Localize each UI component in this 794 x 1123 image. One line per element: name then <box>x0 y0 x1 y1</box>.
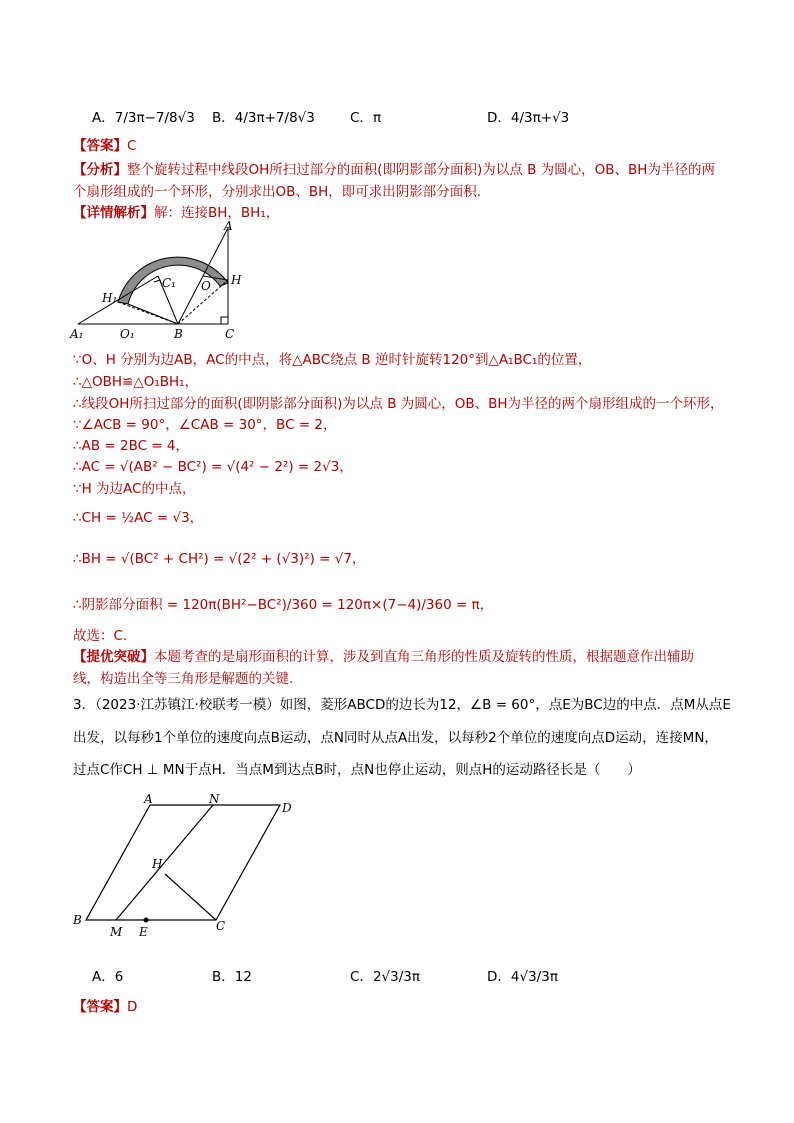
solution-line-4: ∵∠ACB = 90°，∠CAB = 30°，BC = 2， <box>73 417 337 433</box>
q3-option-b <box>212 967 252 987</box>
label-c: C <box>216 919 226 933</box>
q2-option-d <box>487 108 569 128</box>
q3-option-a <box>92 967 123 987</box>
label-m: M <box>110 925 123 939</box>
option-text: 4√3/3π <box>510 969 558 985</box>
option-label: B． <box>212 110 235 126</box>
solution-line-6: ∴AC = √(AB² − BC²) = √(4² − 2²) = 2√3， <box>73 459 353 475</box>
answer-tag: 【答案】 <box>73 999 127 1015</box>
detail-text: 解：连接BH，BH₁， <box>154 205 280 221</box>
analysis-line-2: 个扇形组成的一个环形，分别求出OB、BH，即可求出阴影部分面积． <box>73 184 491 200</box>
label-a: A <box>144 792 153 806</box>
point-e <box>144 918 149 923</box>
solution-line-5: ∴AB = 2BC = 4， <box>73 438 190 454</box>
label-b: B <box>174 327 183 341</box>
q2-option-c <box>350 108 381 128</box>
label-o: O <box>201 279 211 293</box>
breakthrough-tag: 【提优突破】 <box>73 649 154 665</box>
solution-line-2: ∴△OBH≌△O₁BH₁， <box>73 374 199 390</box>
label-h: H <box>231 273 242 287</box>
option-label: D． <box>487 110 511 126</box>
analysis-text: 整个旋转过程中线段OH所扫过部分的面积(即阴影部分面积)为以点 B 为圆心，OB、BH为半径的两 <box>127 162 715 178</box>
q3-option-d <box>487 967 558 987</box>
label-h: H <box>152 857 163 871</box>
segment-mn <box>116 805 213 920</box>
q2-option-b <box>212 108 315 128</box>
label-a1: A₁ <box>70 327 84 341</box>
option-text: 12 <box>234 969 252 985</box>
solution-line-3: ∴线段OH所扫过部分的面积(即阴影部分面积)为以点 B 为圆心，OB、BH为半径的两个扇形组成的一个环形， <box>73 396 724 412</box>
option-label: A． <box>92 110 115 126</box>
breakthrough-text: 本题考查的是扇形面积的计算，涉及到直角三角形的性质及旋转的性质，根据题意作出辅助 <box>154 649 694 665</box>
analysis-line-1 <box>73 160 715 180</box>
answer-tag: 【答案】 <box>73 138 127 154</box>
label-d: D <box>282 801 292 815</box>
label-e: E <box>139 925 148 939</box>
label-a: A <box>224 220 233 233</box>
option-text: 7/3π−7/8√3 <box>114 110 195 126</box>
option-text: 4/3π+7/8√3 <box>234 110 315 126</box>
label-c1: C₁ <box>162 276 176 290</box>
right-angle-mark-c1 <box>154 280 162 286</box>
answer-2 <box>73 997 137 1017</box>
solution-line-11: 故选：C． <box>73 628 137 644</box>
side-a1c1 <box>78 276 158 324</box>
solution-line-10: ∴阴影部分面积 = 120π(BH²−BC²)/360 = 120π×(7−4)/360 = π， <box>73 597 494 613</box>
figure-2-rhombus-diagram <box>70 790 310 940</box>
label-n: N <box>209 792 220 806</box>
detail-tag: 【详情解析】 <box>73 205 154 221</box>
q3-line-2: 出发，以每秒1个单位的速度向点B运动，点N同时从点A出发，以每秒2个单位的速度向点D运动，连接MN， <box>73 730 718 746</box>
option-text: 4/3π+√3 <box>510 110 570 126</box>
answer-value: C <box>127 138 137 154</box>
breakthrough-line-2: 线，构造出全等三角形是解题的关键． <box>73 671 303 687</box>
solution-line-7: ∵H 为边AC的中点， <box>73 481 196 497</box>
q3-line-3: 过点C作CH ⊥ MN于点H．当点M到达点B时，点N也停止运动，则点H的运动路径长是（ ） <box>73 762 641 778</box>
option-text: π <box>372 110 382 126</box>
label-h1: H₁ <box>102 291 118 305</box>
solution-line-9: ∴BH = √(BC² + CH²) = √(2² + (√3)²) = √7， <box>73 551 366 567</box>
right-angle-mark-c <box>221 317 228 324</box>
analysis-tag: 【分析】 <box>73 162 127 178</box>
q3-line-1: 3．（2023·江苏镇江·校联考一模）如图，菱形ABCD的边长为12，∠B = 60°，点E为BC边的中点．点M从点E <box>73 697 731 713</box>
option-text: 6 <box>114 969 124 985</box>
answer-value: D <box>127 999 138 1015</box>
answer-1 <box>73 136 136 156</box>
label-b: B <box>73 913 82 927</box>
q3-option-c <box>350 967 420 987</box>
segment-ch <box>165 874 216 920</box>
option-label: C． <box>350 969 373 985</box>
solution-line-8: ∴CH = ½AC = √3， <box>73 510 204 526</box>
option-label: D． <box>487 969 511 985</box>
option-label: A． <box>92 969 115 985</box>
rhombus-abcd <box>86 805 280 920</box>
option-text: 2√3/3π <box>372 969 420 985</box>
option-label: C． <box>350 110 373 126</box>
breakthrough-line-1 <box>73 647 694 667</box>
solution-line-1: ∵O、H 分别为边AB，AC的中点，将△ABC绕点 B 逆时针旋转120°到△A₁BC₁的位置， <box>73 352 592 368</box>
option-label: B． <box>212 969 235 985</box>
label-c: C <box>225 327 235 341</box>
figure-1-rotation-diagram <box>68 220 258 348</box>
label-o1: O₁ <box>120 327 135 341</box>
q2-option-a <box>92 108 195 128</box>
